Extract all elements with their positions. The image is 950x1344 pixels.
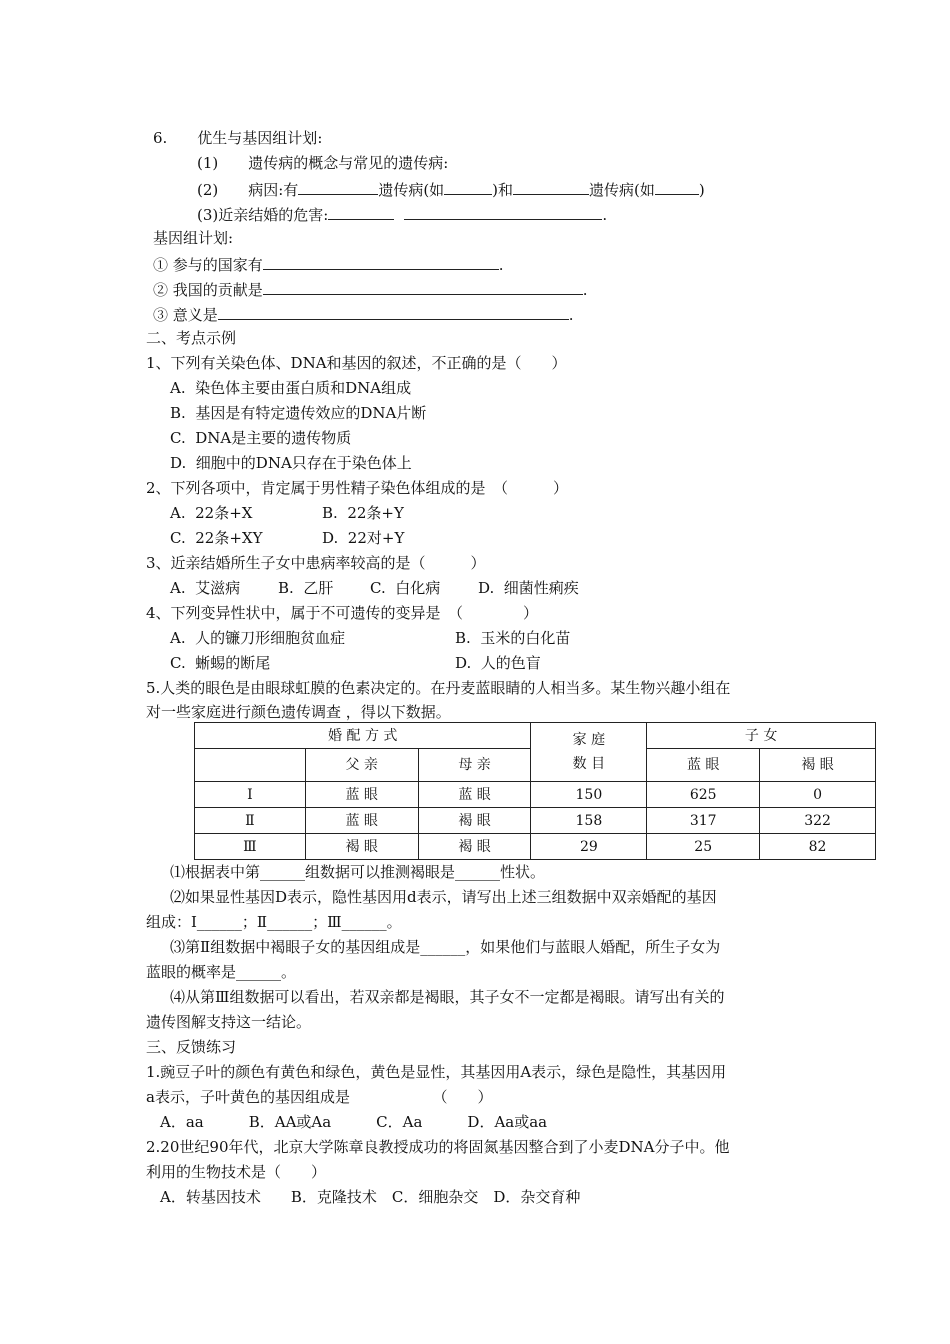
q3-option-a[interactable]: A. 艾滋病: [170, 579, 241, 597]
q4-option-a[interactable]: A. 人的镰刀形细胞贫血症: [170, 629, 346, 647]
header-family-2: 数 目: [572, 756, 606, 772]
f1-stem-line1: 1.豌豆子叶的颜色有黄色和绿色，黄色是显性，其基因用A表示，绿色是隐性，其基因用: [146, 1063, 727, 1081]
cell-brown: 0: [760, 782, 876, 808]
header-blue-eye: 蓝 眼: [647, 749, 760, 782]
cell-brown: 322: [760, 808, 876, 834]
genome-item3-label: ③ 意义是: [153, 306, 218, 324]
section3-heading: 三、反馈练习: [146, 1038, 237, 1056]
q4-option-c[interactable]: C. 蜥蜴的断尾: [170, 654, 271, 672]
cell-mother: 蓝 眼: [418, 782, 531, 808]
blank[interactable]: [444, 178, 492, 195]
cell-father: 蓝 眼: [305, 808, 418, 834]
s6-item3-a: (3)近亲结婚的危害:: [197, 206, 329, 224]
blank[interactable]: [263, 253, 499, 270]
cell-families: 158: [531, 808, 647, 834]
q1-option-d[interactable]: D. 细胞中的DNA只存在于染色体上: [170, 454, 412, 472]
dot: .: [498, 256, 504, 274]
q5-part4-line2: 遗传图解支持这一结论。: [146, 1013, 312, 1031]
header-father: 父 亲: [305, 749, 418, 782]
q5-part3-line1: ⑶第Ⅱ组数据中褐眼子女的基因组成是______，如果他们与蓝眼人婚配，所生子女为: [170, 938, 721, 956]
q1-option-a[interactable]: A. 染色体主要由蛋白质和DNA组成: [170, 379, 412, 397]
q4-option-b[interactable]: B. 玉米的白化苗: [455, 629, 571, 647]
f2-stem-line2: 利用的生物技术是（ ）: [146, 1163, 327, 1181]
genome-item2: [153, 278, 588, 300]
cell-blue: 317: [647, 808, 760, 834]
q5-part1: ⑴根据表中第______组数据可以推测褐眼是______性状。: [170, 863, 546, 881]
cell-group: Ⅰ: [195, 782, 306, 808]
eye-color-table: [194, 722, 876, 860]
q5-part2-line2: 组成：Ⅰ______；Ⅱ______；Ⅲ______。: [146, 913, 402, 931]
dot: .: [568, 306, 574, 324]
header-empty: [195, 749, 306, 782]
q3-stem: 3、近亲结婚所生子女中患病率较高的是（ ）: [146, 554, 486, 572]
blank[interactable]: [328, 203, 394, 220]
q1-option-b[interactable]: B. 基因是有特定遗传效应的DNA片断: [170, 404, 427, 422]
table-row: [195, 808, 876, 834]
s6-item2-b: 遗传病(如: [378, 181, 445, 199]
f2-stem-line1: 2.20世纪90年代，北京大学陈章良教授成功的将固氮基因整合到了小麦DNA分子中。他: [146, 1138, 730, 1156]
header-mother: 母 亲: [418, 749, 531, 782]
s6-item2-a: (2) 病因:有: [197, 181, 299, 199]
q1-option-c[interactable]: C. DNA是主要的遗传物质: [170, 429, 352, 447]
s6-item3: [197, 203, 607, 225]
header-children: 子 女: [647, 723, 876, 749]
s6-item3-b: .: [602, 206, 608, 224]
header-family-count: [531, 723, 647, 782]
s6-item2-e: ): [698, 181, 705, 199]
s6-item1: (1) 遗传病的概念与常见的遗传病:: [197, 154, 449, 172]
q4-option-d[interactable]: D. 人的色盲: [455, 654, 541, 672]
s6-item2: [197, 178, 705, 200]
f2-options[interactable]: A．转基因技术 B．克隆技术 C．细胞杂交 D．杂交育种: [160, 1188, 581, 1206]
q5-stem-line2: 对一些家庭进行颜色遗传调查 ，得以下数据。: [146, 703, 451, 721]
cell-families: 29: [531, 834, 647, 860]
q3-option-d[interactable]: D. 细菌性痢疾: [478, 579, 579, 597]
q5-part3-line2: 蓝眼的概率是______。: [146, 963, 297, 981]
blank[interactable]: [404, 203, 602, 220]
cell-blue: 25: [647, 834, 760, 860]
blank[interactable]: [298, 178, 378, 195]
blank[interactable]: [218, 303, 569, 320]
header-family-1: 家 庭: [572, 732, 606, 748]
table-row: [195, 782, 876, 808]
q1-stem: 1、下列有关染色体、DNA和基因的叙述，不正确的是（ ）: [146, 354, 567, 372]
blank[interactable]: [655, 178, 699, 195]
dot: .: [582, 281, 588, 299]
q5-part4-line1: ⑷从第Ⅲ组数据可以看出，若双亲都是褐眼，其子女不一定都是褐眼。请写出有关的: [170, 988, 725, 1006]
cell-families: 150: [531, 782, 647, 808]
blank[interactable]: [263, 278, 583, 295]
q2-option-c[interactable]: C. 22条+XY: [170, 529, 263, 547]
q2-option-d[interactable]: D. 22对+Y: [322, 529, 405, 547]
cell-blue: 625: [647, 782, 760, 808]
section6-title: 6. 优生与基因组计划:: [153, 129, 323, 147]
header-brown-eye: 褐 眼: [760, 749, 876, 782]
header-mating: 婚 配 方 式: [195, 723, 531, 749]
f1-options[interactable]: A．aa B．AA或Aa C．Aa D．Aa或aa: [160, 1113, 548, 1131]
q2-option-a[interactable]: A. 22条+X: [170, 504, 253, 522]
cell-mother: 褐 眼: [418, 834, 531, 860]
genome-project-heading: 基因组计划:: [153, 229, 234, 247]
q4-stem: 4、下列变异性状中，属于不可遗传的变异是 （ ）: [146, 604, 539, 622]
cell-mother: 褐 眼: [418, 808, 531, 834]
genome-item2-label: ② 我国的贡献是: [153, 281, 263, 299]
q2-option-b[interactable]: B. 22条+Y: [322, 504, 404, 522]
s6-item2-c: )和: [492, 181, 514, 199]
table-row: [195, 834, 876, 860]
cell-father: 蓝 眼: [305, 782, 418, 808]
q5-part2-line1: ⑵如果显性基因D表示，隐性基因用d表示，请写出上述三组数据中双亲婚配的基因: [170, 888, 717, 906]
q5-stem-line1: 5.人类的眼色是由眼球虹膜的色素决定的。在丹麦蓝眼睛的人相当多。某生物兴趣小组在: [146, 679, 731, 697]
q3-option-b[interactable]: B. 乙肝: [278, 579, 334, 597]
f1-stem-line2: a表示，子叶黄色的基因组成是 （ ）: [146, 1088, 493, 1106]
cell-group: Ⅲ: [195, 834, 306, 860]
genome-item1: [153, 253, 504, 275]
cell-group: Ⅱ: [195, 808, 306, 834]
q3-option-c[interactable]: C. 白化病: [370, 579, 441, 597]
cell-brown: 82: [760, 834, 876, 860]
q2-stem: 2、下列各项中，肯定属于男性精子染色体组成的是 （ ）: [146, 479, 569, 497]
s6-item2-d: 遗传病(如: [589, 181, 655, 199]
genome-item1-label: ① 参与的国家有: [153, 256, 263, 274]
section2-heading: 二、考点示例: [146, 329, 237, 347]
cell-father: 褐 眼: [305, 834, 418, 860]
genome-item3: [153, 303, 574, 325]
blank[interactable]: [513, 178, 589, 195]
